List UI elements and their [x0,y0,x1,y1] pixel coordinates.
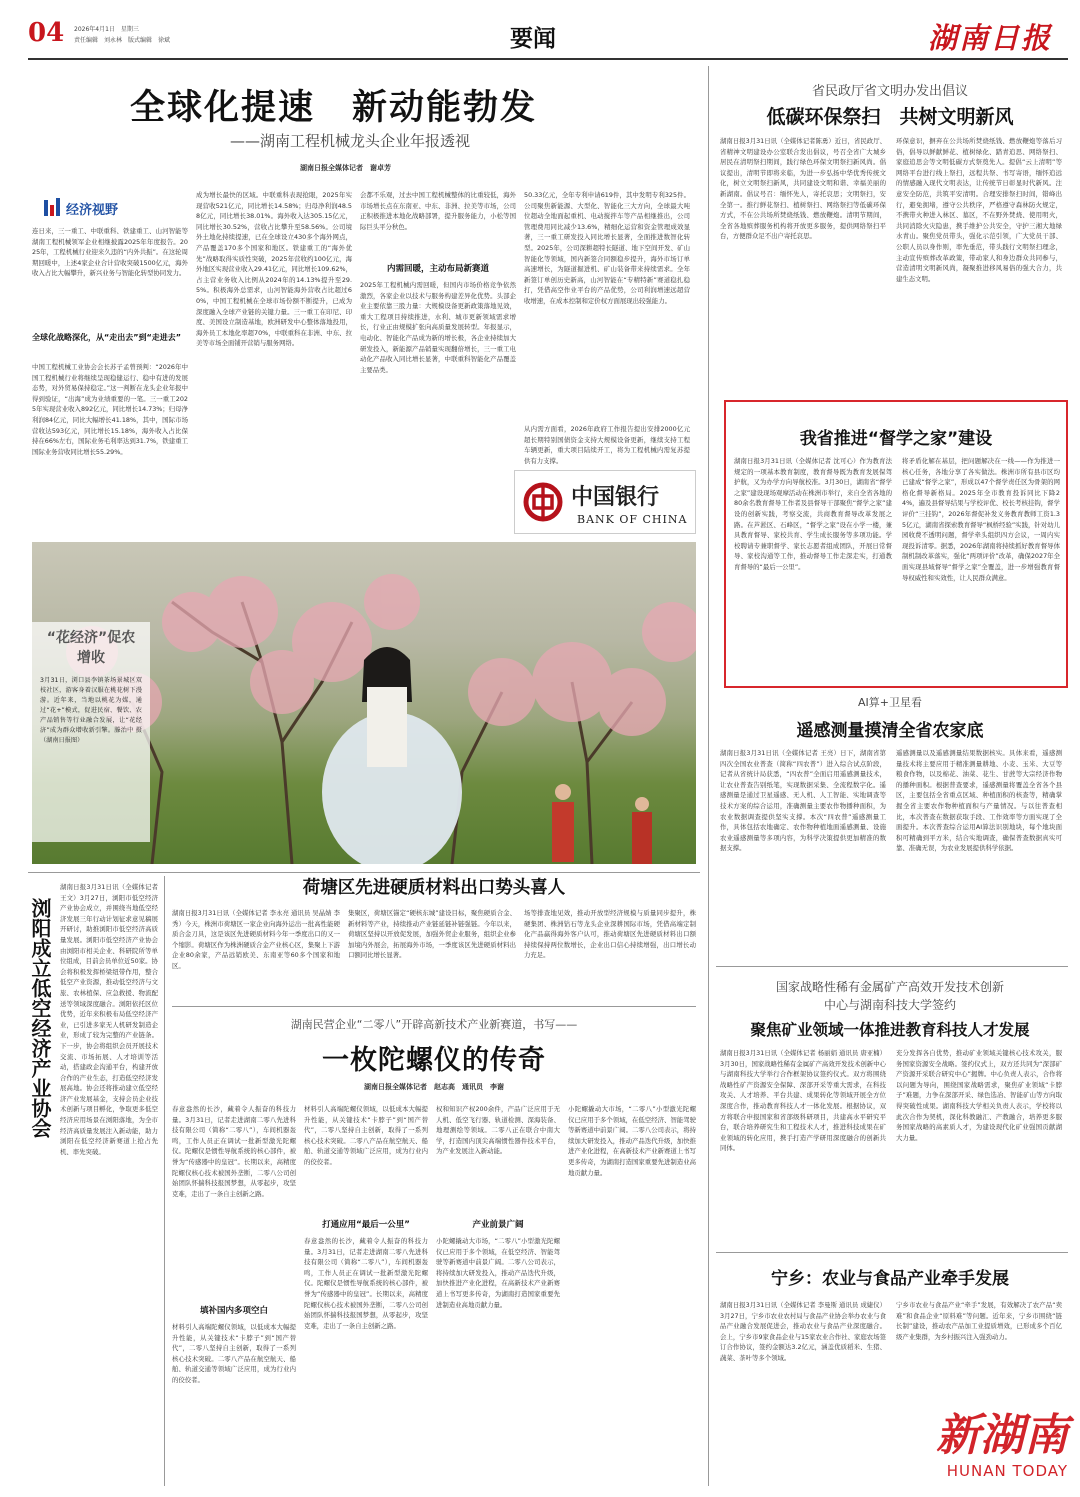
paper-logo: 湖南日报 [928,21,1053,55]
page-number: 04 [28,18,65,48]
mining-kicker-2: 中心与湖南科技大学签约 [823,998,956,1012]
remote-kicker: AI算+卫星看 [858,696,922,709]
bank-of-china-ad [514,470,696,534]
column-divider [708,66,709,1486]
right-top-kicker: 省民政厅省文明办发出倡议 [811,84,968,99]
gyro-col3b: 小陀螺撬动大市场，“二零八”小型激光陀螺仪已应用于多个领域，在低空经济、智能驾驶等新赛道中前景广阔。二零八公司表示，将持续加大研发投入，推动产品迭代升级，加快推进产业化进程，在高新技术产业新赛道上书写更多传奇，为湖南打造国家重要先进制造业高地贡献力量。 [436,1237,560,1309]
gyro-col1b: 材料引人高端陀螺仪领域，以低成本大幅提升性能，从关键技术“卡脖子”到“国产替代”，二零八坚持自主创新，取得了一系列核心技术突破。二零八产品在航空航天、船舶、轨道交通等领域广泛应用，成为行业内的佼佼者。 [172,1323,296,1384]
ningxiang-col2: 宁乡市农业与食品产业“牵手”发展，有效解决了农产品“卖难”和食品企业“原料难”等问题。近年来，宁乡市围绕“链长制”建设，推动农产品加工业提质增效，已形成多个百亿级产业集群，为乡村振兴注入强劲动力。 [896,1301,1062,1341]
mining-headline: 聚焦矿业领域一体推进教育科技人才发展 [750,1021,1030,1039]
main-col1-heading: 全球化战略深化，从“走出去”到“走进去” [32,333,182,342]
ningxiang-col1: 湖南日报3月31日讯（全媒体记者 李曼斯 通讯员 成婕仪）3月27日，宁乡市农业农村局与食品产业协会举办农业与食品产业融合发展促进会，推动农业与食品产业深度融合。会上，宁乡市9家食品企业与15家农业合作社、家庭农场签订合作协议，签约金额达3.2亿元，涵盖优质稻米、生猪、蔬菜、茶叶等多个领域。 [720,1301,886,1362]
dudao-col2: 将矛盾化解在基层，把问题解决在一线——作为推进一核心任务，各地分享了各实做法。株洲市所有县市区均已建成“督学之家”，形成以47个督学责任区为骨架的网格化督导新格局。2025年全市教育投诉同比下降24%，遍及县督导结果与学校评优、校长考核挂钩，督学评价“三挂钩”，2026年督促补发义务教育教师工资1.35亿元，湖南省探索教育督导“枫桥经验”实践，针对幼儿园收费不透明问题，督学牵头组织四方会议，一周内实现投诉清零。据悉，2026年湖南将持续抓好教育督导体制机制改革落实，强化“两项评价”改革，确保2027年全面实现县域督导“督学之家”全覆盖，进一步增强教育督导权威性和实效性，让人民群众满意。 [902,457,1060,582]
bank-cn-name: 中国银行 [571,484,660,510]
header-rule [28,58,1068,60]
photo-caption-text: 3月31日，浏口县李镇茶场景城区双枝社区，游客身着汉服在桃花树下漫游。近年来，当地以桃花为媒，通过“花+”模式，促进民宿、餐饮、农产品销售等行业融合发展，让“花经济”成为群众增收新引擎。滕治中 摄（湖南日报图） [40,677,142,744]
remote-col2: 遥感测量以及遥感测量结果数据核实。具体来看，遥感测量技术将主要应用于精准测量耕地、小麦、玉米、大豆等粮食作物，以及棉花、油菜、花生、甘蔗等大宗经济作物的播种面积。根据普查要求，遥感测量将覆盖全省各个县区，主要包括全省重点区域、种植面积的核查等，精确掌握全省主要农作物种植面积与产量情况。与以往普查相比，本次普查在数据获取手段、工作效率等方面实现了全面提升。本次普查综合运用AI算法识别地块，每个地块面积可精确到平方米，结合实地调查，确保普查数据真实可靠、准确无误，为农业发展提供科学依据。 [896,749,1062,853]
badge-economy [42,196,154,218]
main-headline: 全球化提速 新动能勃发 [130,88,538,128]
hetang-col3: 场等排查地见效，推动开放型经济规模与质量同步提升，株硬集团、株洲钻石等龙头企业深耕国际市场，凭借高端定制化产品赢得海外客户认可，推动荷塘区先进硬质材料出口额持续保持两位数增长，企业出口信心持续增强，出口增长动力充足。 [524,909,696,960]
mining-kicker-1: 国家战略性稀有金属矿产高效开发技术创新 [775,980,1004,994]
badge-label: 经济视野 [66,203,119,218]
peach-blossom-photo [32,542,696,864]
right-top-col1: 湖南日报3月31日讯（全媒体记者陈勇）近日，省民政厅、省精神文明建设办公室联合发出倡议，号召全省广大城乡居民在清明祭扫期间，践行绿色环保文明祭扫新风尚。倡议提出，清明节即将来临，为进一步弘扬中华优秀传统文化，树立文明祭扫新风，共同建设文明和谐、幸福美丽的新湖南。倡议号召：缅怀先人，寄托哀思；文明祭扫，安全第一。推行鲜花祭扫、植树祭扫、网络祭扫等低碳环保方式，不在公共场所焚烧纸钱、燃放鞭炮。清明节期间，全省各地殡葬服务机构将开放更多服务，提供网络祭扫平台，方便群众足不出户寄托哀思。 [720,137,886,241]
right-top-col2: 环保意识，摒弃在公共场所焚烧纸钱、燃放鞭炮等落后习俗，倡导以鲜献鲜花、植树绿化、踏青追思、网络祭扫、家庭追思会等文明低碳方式祭奠先人。提倡“云上清明”等网络平台进行线上祭扫，远程共祭、书写寄语，缅怀追远的情感融入现代文明表达，让传统节日彰显时代新风。注意安全防范，共筑平安清明。合理安排祭扫时间，错峰出行，避免拥堵，遵守公共秩序，严格遵守森林防火规定，不携带火种进入林区、墓区，不在野外焚烧、使用明火，共同消除火灾隐患，携手维护公共安全，守护三湘大地绿水青山。聚焦党员带头，强化示范引领，广大党员干部、公职人员以身作则，率先垂范，带头践行文明祭扫理念，主动宣传殡葬改革政策，带动家人和身边群众共同参与，营造清明文明新风尚，凝聚推进移风易俗的强大合力，共建生态文明。 [896,137,1062,283]
gyro-col4: 小陀螺撬动大市场，“二零八”小型激光陀螺仪已应用于多个领域，在低空经济、智能驾驶等新赛道中前景广阔。二零八公司表示，将持续加大研发投入，推动产品迭代升级，加快推进产业化进程，在高新技术产业新赛道上书写更多传奇，为湖南打造国家重要先进制造业高地贡献力量。 [568,1105,696,1177]
gyro-col2b: 春意盎然的长沙，藏着令人振奋的科技力量。3月31日，记者走进湖南二零八先进科技有限公司（简称“二零八”），车间机器轰鸣，工作人员正在调试一批新型激光陀螺仪。陀螺仪是惯性导航系统的核心部件，被誉为“传感器中的皇冠”。长期以来，高精度陀螺仪核心技术被国外垄断，二零八公司创始团队怀揣科技报国梦想，从零起步，攻坚克难，走出了一条自主创新之路。 [304,1237,428,1330]
remote-headline: 遥感测量摸清全省农家底 [796,721,984,741]
main-col3b-text: 2025年工程机械内需回暖，但国内市场价格竞争依然激烈，各家企业以技术与服务构建差异化优势。头部企业主要依靠三股力量：大规模设备更新政策落地见效，重大工程项目持续推进，水利、城市更新领域需求增长，行业正由规模扩张向高质量发展转型。年报显示，电动化、智能化产品成为新的增长极，各企业持续加大研发投入，新能源产品销量实现翻倍增长，三一重工电动化产品收入同比增长显著，中联重科智能化产品覆盖主要品类。 [360,281,516,374]
main-subheadline: ——湖南工程机械龙头企业年报透视 [230,132,471,150]
chart-logo-icon [42,196,62,218]
main-col3-heading: 内需回暖，主动布局新赛道 [386,264,489,274]
page-header [28,16,1068,56]
gyro-heading-a: 填补国内多项空白 [199,1306,268,1316]
main-col2-text: 成为增长最快的区域。中联重科表现抢眼，2025年实现营收521亿元，同比增长14.58%；归母净利润48.58亿元，同比增长38.01%。海外收入达305.15亿元，同比增长30.52%，营收占比攀升至58.56%。公司境外土地化持续提速，已在全球设立430多个海外网点，产品覆盖170多个国家和地区。铁建重工的“海外优先”战略取得实质性突破，2025年营收约100亿元，海外地区实现营业收入29.41亿元，同比增长109.62%，占主营业务收入比例从2024年的14.13%提升至29.5%。积极海外总需求，山河智能海外营收占比超过60%，中国工程机械在全球市场份额不断提升，已成为深度融入全球产业链的关键力量。三一重工在印尼、印度、美国设立制造基地，欧洲研发中心整体落地投用，海外员工本地化率超70%，中联重科在非洲、中东、拉美等市场全面铺开营销与服务网络。 [196,191,352,348]
hetang-col2: 集聚区，荷塘区锚定“硬核东城”建设目标，聚焦硬质合金、新材料等产业，持续推动产业链延链补链强链。今年以来，荷塘区坚持以开放促发展，加强外贸企业服务，组织企业参加境内外展会，拓展海外市场，一季度该区先进硬质材料出口额同比增长显著。 [348,909,516,960]
bank-of-china-logo-icon [523,482,563,522]
ningxiang-headline: 宁乡：农业与食品产业牵手发展 [771,1269,1009,1289]
bank-en-name: BANK OF CHINA [577,513,688,526]
hetang-col1: 湖南日报3月31日讯（全媒体记者 李永亮 通讯员 吴晶婧 李秀）今天，株洲市荷塘区一家企业向海外运出一批高性能硬质合金刀具，这是该区先进硬质材料今年一季度出口的又一个缩影。荷塘区作为株洲硬质合金产业核心区，集聚上下游企业80余家，产品远销欧美、东南亚等60多个国家和地区。 [172,909,340,970]
gyro-col3: 权和知识产权200余件，产品广泛应用于无人机、低空飞行器、轨道检测、深海装备、地理测绘等领域。二零八正在联合中南大学，打造国内顶尖高端惯性器件技术平台，为产业发展注入新动能。 [436,1105,560,1156]
right-divider-1 [716,966,1068,967]
remote-col1: 湖南日报3月31日讯（全媒体记者 王亮）日下，湖南省第四次全国农业普查（简称“四农普”）进入综合试点阶段，记者从省统计局获悉，“四农普”全面启用遥感测量技术，让农业普查告别纸笔，实现数据采集、全流程数字化。遥感测量是通过卫星遥感、无人机、人工智能、实地调查等技术方案的综合运用，准确测量主要农作物播种面积，为农业数据调查提供坚实支撑。本次“四农普”遥感测量工作，具体包括农地确定、农作物种植地面遥感测量、设施农业遥感测量等多项内容，为科学决策提供更加精准的数据支撑。 [720,749,886,853]
editors-line: 责任编辑 刘永林 版式编辑 徐斌 [74,37,171,44]
main-col1b-text: 中国工程机械工业协会会长苏子孟曾预判：“2026年中国工程机械行业将继续呈现稳健运行、稳中有进的发展态势，对外贸易保持稳定。”这一判断在龙头企业年报中得到验证，“出海”成为业绩重要的一笔。三一重工2025年实现营业收入892亿元，同比增长14.73%；归母净利润84亿元，同比大幅增长41.18%，其中，国际市场营收达593亿元，同比增长15.18%，海外收入占比保持在66%左右，国际业务毛利率达到31.7%，铁建重工国际业务营收同比增长55.29%。 [32,363,188,456]
dudao-headline: 我省推进“督学之家”建设 [799,429,993,449]
liuyang-text: 湖南日报3月31日讯（全媒体记者 王文）3月27日，浏阳市低空经济产业协会成立，并围绕当地低空经济发展三年行动计划征求意见稿展开研讨，助推浏阳市低空经济高质量发展。浏阳市低空经济产业协会由浏阳市相关企业、科研院所等单位组成，目前会员单位近50家。协会将积极发挥桥梁纽带作用，整合低空产业资源，推动低空经济与文旅、农林植保、应急救援、物流配送等领域深度融合。浏阳依托区位优势，近年来积极布局低空经济产业，已引进多家无人机研发制造企业，形成了较为完整的产业链条。下一步，协会将组织会员开展技术交流、市场拓展、人才培训等活动，搭建政企沟通平台，构建开放合作的产业生态，打造低空经济发展高地。协会还将推动建立低空经济产业发展基金，支持会员企业技术创新与项目孵化，争取更多低空经济应用场景在浏阳落地，为全市经济高质量发展注入新动能，助力浏阳在低空经济新赛道上抢占先机、率先突破。 [60,883,158,1156]
gyro-heading-c: 产业前景广阔 [472,1220,524,1230]
main-col4-text: 50.33亿元，全年专利申请619件，其中发明专利325件。公司聚焦新能源、大型化、智能化三大方向，全球最大吨位超动全地面起重机、电动搅拌车等产品相继推出，公司管理费用同比减少13.6%，精细化运营和资金管理成效显著，三一重工研发投入同比增长显著，全面推进数智化转型。2025年，公司深耕超特长隧道、地下空间开发、矿山智能化等领域，国内新签合同额稳步提升，海外市场订单高速增长，为隧道掘进机、矿山装备带来持续需求。全年新签订单创历史新高，山河智能在“专精特新”赛道稳扎稳打，凭借高空作业平台的产品优势，公司利润增速远超营收增速，在成本控制和定价权方面展现出较强能力。 [524,191,690,305]
gyro-headline: 一枚陀螺仪的传奇 [322,1045,546,1076]
liuyang-divider [164,876,165,1486]
section-title: 要闻 [510,26,556,52]
gyro-byline: 湖南日报全媒体记者 赵志高 通讯员 李谢 [364,1083,504,1091]
mining-col1: 湖南日报3月31日讯（全媒体记者 杨丽娟 通讯员 唐亚楠）3月30日，国家战略性稀有金属矿产高效开发技术创新中心与湖南科技大学举行合作框架协议签约仪式。双方将围绕战略性矿产资源安全保障、深部开采等重大需求，在科技攻关、人才培养、平台共建、成果转化等领域开展全方位深度合作，推动教育科技人才一体化发展。根据协议，双方将联合申报国家和省部级科研项目，共建高水平研究平台，联合培养研究生和工程技术人才，推进科技成果在矿业领域的转化应用，携手打造产学研用深度融合的创新共同体。 [720,1049,886,1153]
gyro-col1: 春意盎然的长沙，藏着令人振奋的科技力量。3月31日，记者走进湖南二零八先进科技有限公司（简称“二零八”），车间机器轰鸣，工作人员正在调试一批新型激光陀螺仪。陀螺仪是惯性导航系统的核心部件，被誉为“传感器中的皇冠”。长期以来，高精度陀螺仪核心技术被国外垄断，二零八公司创始团队怀揣科技报国梦想，从零起步，攻坚克难，走出了一条自主创新之路。 [172,1105,296,1198]
mining-col2: 充分发挥各自优势，推动矿业领域关键核心技术攻关，服务国家资源安全战略。签约仪式上，双方还共同为“深部矿产资源开采联合研究中心”揭牌。中心负责人表示，合作将以问题为导向，围绕国家战略需求，聚焦矿业领域“卡脖子”难题，力争在深部开采、绿色选冶、智能矿山等方向取得突破性成果。湖南科技大学相关负责人表示，学校将以此次合作为契机，深化科教融汇、产教融合，培养更多服务国家战略的高素质人才，为建设现代化矿业强国贡献湖大力量。 [896,1049,1062,1142]
main-byline: 湖南日报全媒体记者 谢卓芳 [300,164,391,172]
gyro-kicker: 湖南民营企业“二零八”开辟高新技术产业新赛道，书写—— [290,1018,578,1031]
photo-caption-title: “花经济”促农增收 [46,630,136,666]
gyro-heading-b: 打通应用“最后一公里” [322,1220,410,1230]
gyro-divider [172,1006,696,1007]
main-col3-text: 会都不乐观，过去中国工程机械整体的比重较低，海外市场增长点在东南亚、中东、非洲、拉美等市场，公司正积极推进本地化战略部署，提升服务能力，小松等国际巨头平分秋色。 [360,191,516,231]
lower-divider [28,872,700,873]
photo-caption-box [32,622,150,842]
watermark-en: HUNAN TODAY [946,1462,1068,1480]
right-divider-2 [716,1252,1068,1253]
right-top-headline: 低碳环保祭扫 共树文明新风 [766,106,1014,128]
hunan-today-watermark [908,1410,1068,1490]
main-col1-text: 连日来，三一重工、中联重科、铁建重工、山河智能等湖南工程机械领军企业相继披露2025年年度报告。2025年，工程机械行业迎来久违的“内外共振”。在这轮周期回暖中，上述4家企业合计营收突破1500亿元，海外收入占比大幅攀升，新兴业务与智能化转型协同发力。 [32,227,188,278]
main-col4b-text: 从内需方面看，2026年政府工作报告提出安排2000亿元超长期特别国债资金支持大规模设备更新，继续支持工程车辆更新，重大项目陆续开工，将为工程机械内需复苏提供有力支撑。 [524,425,690,464]
liuyang-headline: 浏阳成立低空经济产业协会 [28,898,52,1138]
date-line: 2026年4月1日 星期三 [74,26,139,33]
watermark-cn: 新湖南 [936,1410,1068,1461]
gyro-col2: 材料引人高端陀螺仪领域，以低成本大幅提升性能，从关键技术“卡脖子”到“国产替代”，二零八坚持自主创新，取得了一系列核心技术突破。二零八产品在航空航天、船舶、轨道交通等领域广泛应用，成为行业内的佼佼者。 [304,1105,428,1166]
dudao-col1: 湖南日报3月31日讯（全媒体记者 沈可心）作为教育法规定的一项基本教育制度，教育督导既为教育发展保驾护航，又为办学方向导航校准。3月30日，湖南省“督学之家”建设现场观摩活动在株洲市举行，来自全省各地的80余名教育督导工作者及县督导干部聚焦“督学之家”建设的创新实践，考察交流，共商教育督导改革发展之路。在芦淞区、石峰区，“督学之家”设在小学一楼，兼具教育督导、家校共育、学生成长服务等多项功能。学校聘请专兼职督学、家长志愿者组成团队，开展日常督导、家校沟通等工作，推动督导工作走深走实，打通教育督导的“最后一公里”。 [734,457,892,571]
hetang-headline: 荷塘区先进硬质材料出口势头喜人 [302,878,566,898]
